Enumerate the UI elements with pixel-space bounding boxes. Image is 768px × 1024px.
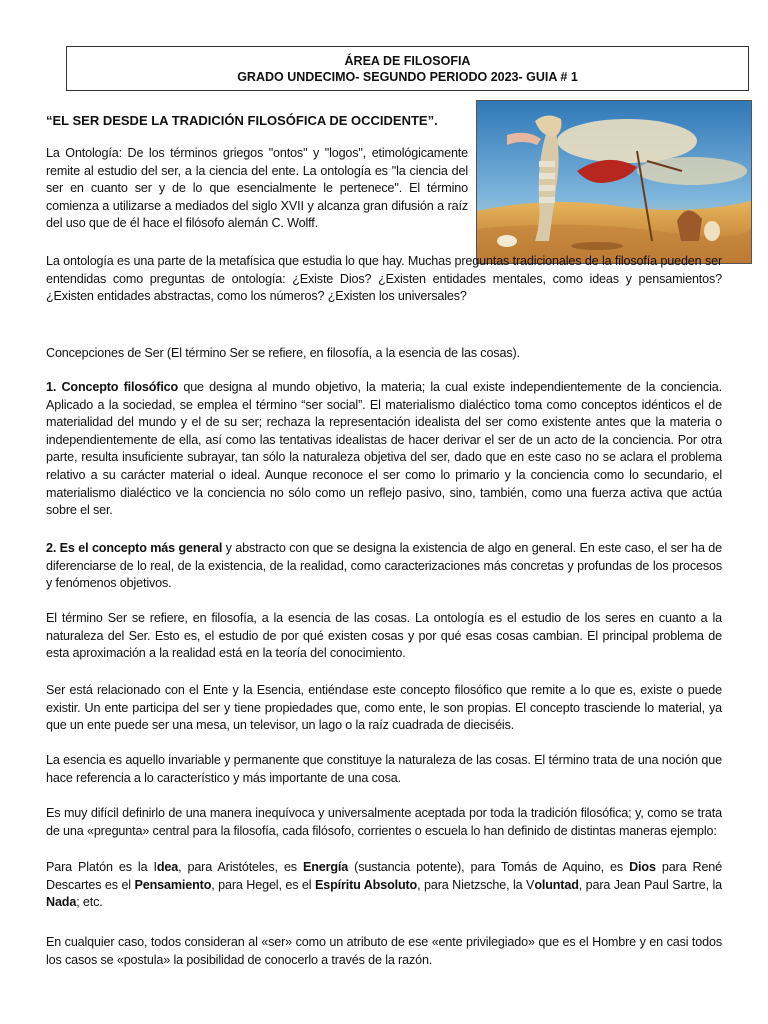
paragraph-filosofos: [46, 859, 722, 912]
concepto-1-text: que designa al mundo objetivo, la materia; la cual existe independientemente de la conciencia. Aplicado a la sociedad, se emplea el término “ser social”. El materialismo dialéctico toma como conceptos idénticos el de materialidad del mundo y el de su ser; rechaza la representación idealista del ser como existente antes que la materia o independientemente de ella, así como las tentativas idealistas de hacer derivar el ser de un acto de la conciencia. Por otra parte, resulta insuficiente subrayar, tan sólo la naturaleza objetiva del ser, dado que en este caso no se aclara el problema relativo a su carácter material o ideal. Aunque reconoce el ser como lo primario y la conciencia como lo secundario, el materialismo dialéctico ve la conciencia no sólo como un reflejo pasivo, sino, también, como una fuerza activa que actúa sobre el ser.: [46, 380, 722, 518]
filosofos-text-3: (sustancia potente), para Tomás de Aquino, es: [348, 860, 630, 874]
filosofos-text-1: Para Platón es la I: [46, 860, 157, 874]
paragraph-ser: Ser está relacionado con el Ente y la Esencia, entiéndase este concepto filosófico que remite a lo que es, existe o puede existir. Un ente participa del ser y tiene propiedades que, como ente, le son propias. El concepto trasciende lo material, ya que un ente puede ser una mesa, un televisor, un lago o la raíz cuadrada de dieciséis.: [46, 683, 722, 733]
paragraph-conclusion: En cualquier caso, todos consideran al «ser» como un atributo de ese «ente privilegiado» que es el Hombre y en casi todos los casos se «postula» la posibilidad de conocerlo a través de la razón.: [46, 935, 722, 967]
filosofos-text-7: , para Jean Paul Sartre, la: [578, 877, 722, 892]
filosofos-term-voluntad: oluntad: [534, 877, 579, 892]
paragraph-concepto-2: [46, 540, 722, 593]
paragraph-ontologia: La ontología es una parte de la metafísica que estudia lo que hay. Muchas preguntas tradicionales de la filosofía pueden ser entendidas como preguntas de ontología: ¿Existe Dios? ¿Existen entidades mentales, como ideas y pensamientos? ¿Existen entidades abstractas, como los números? ¿Existen los universales?: [46, 254, 722, 304]
filosofos-term-energia: Energía: [302, 860, 349, 874]
header-grade: GRADO UNDECIMO- SEGUNDO PERIODO 2023- GUIA # 1: [237, 70, 578, 84]
surrealist-painting-image: [476, 100, 752, 264]
paragraph-concepto-1: [46, 379, 722, 520]
concepto-2-text: y abstracto con que se designa la existencia de algo en general. En este caso, el ser ha de diferenciarse de lo real, de la existencia, de la realidad, como caracterizaciones más concretas y profundas de los procesos y fenómenos objetivos.: [46, 541, 722, 591]
concepto-1-heading: 1. Concepto filosófico: [46, 380, 179, 394]
filosofos-term-nada: Nada: [46, 895, 77, 910]
filosofos-term-pensamiento: Pensamiento: [134, 877, 212, 892]
header-box: [66, 46, 749, 91]
header-area: ÁREA DE FILOSOFIA: [344, 54, 471, 68]
paragraph-termino: El término Ser se refiere, en filosofía, a la esencia de las cosas. La ontología es el estudio de los seres en cuanto a la naturaleza del Ser. Esto es, el estudio de por qué existen cosas y por qué esas cosas cambian. El principal problema de esta aproximación a la realidad está en la teoría del conocimiento.: [46, 611, 722, 661]
paragraph-intro: La Ontología: De los términos griegos "ontos" y "logos", etimológicamente remite al estudio del ser, a la ciencia del ente. La ontología es "la ciencia del ser en cuanto ser y de lo que esencialmente le pertenece". El término comienza a utilizarse a mediados del siglo XVII y alcanza gran difusión a raíz del uso que de él hace el filósofo alemán C. Wolff.: [46, 146, 468, 231]
filosofos-text-4: para René Descartes es el: [46, 860, 723, 892]
filosofos-term-dios: Dios: [629, 860, 656, 874]
concepto-2-heading: 2. Es el concepto más general: [46, 541, 223, 555]
filosofos-term-idea: dea: [156, 860, 179, 874]
filosofos-text-5: , para Hegel, es el: [211, 877, 315, 892]
paragraph-definiciones: Es muy difícil definirlo de una manera inequívoca y universalmente aceptada por toda la tradición filosófica; y, como se trata de una «pregunta» central para la filosofía, cada filósofo, corrientes o escuela lo han definido de distintas maneras ejemplo:: [46, 806, 722, 838]
filosofos-text-8: ; etc.: [76, 895, 103, 910]
filosofos-term-espiritu: Espíritu Absoluto: [314, 877, 418, 892]
filosofos-text-2: , para Aristóteles, es: [178, 860, 303, 874]
painting-svg: [477, 101, 751, 263]
paragraph-esencia: La esencia es aquello invariable y permanente que constituye la naturaleza de las cosas. El término trata de una noción que hace referencia a lo característico y más importante de una cosa.: [46, 753, 722, 785]
document-title: “EL SER DESDE LA TRADICIÓN FILOSÓFICA DE OCCIDENTE”.: [46, 113, 438, 128]
paragraph-concepciones: Concepciones de Ser (El término Ser se refiere, en filosofía, a la esencia de las cosas).: [46, 346, 520, 360]
filosofos-text-6: , para Nietzsche, la V: [417, 877, 535, 892]
